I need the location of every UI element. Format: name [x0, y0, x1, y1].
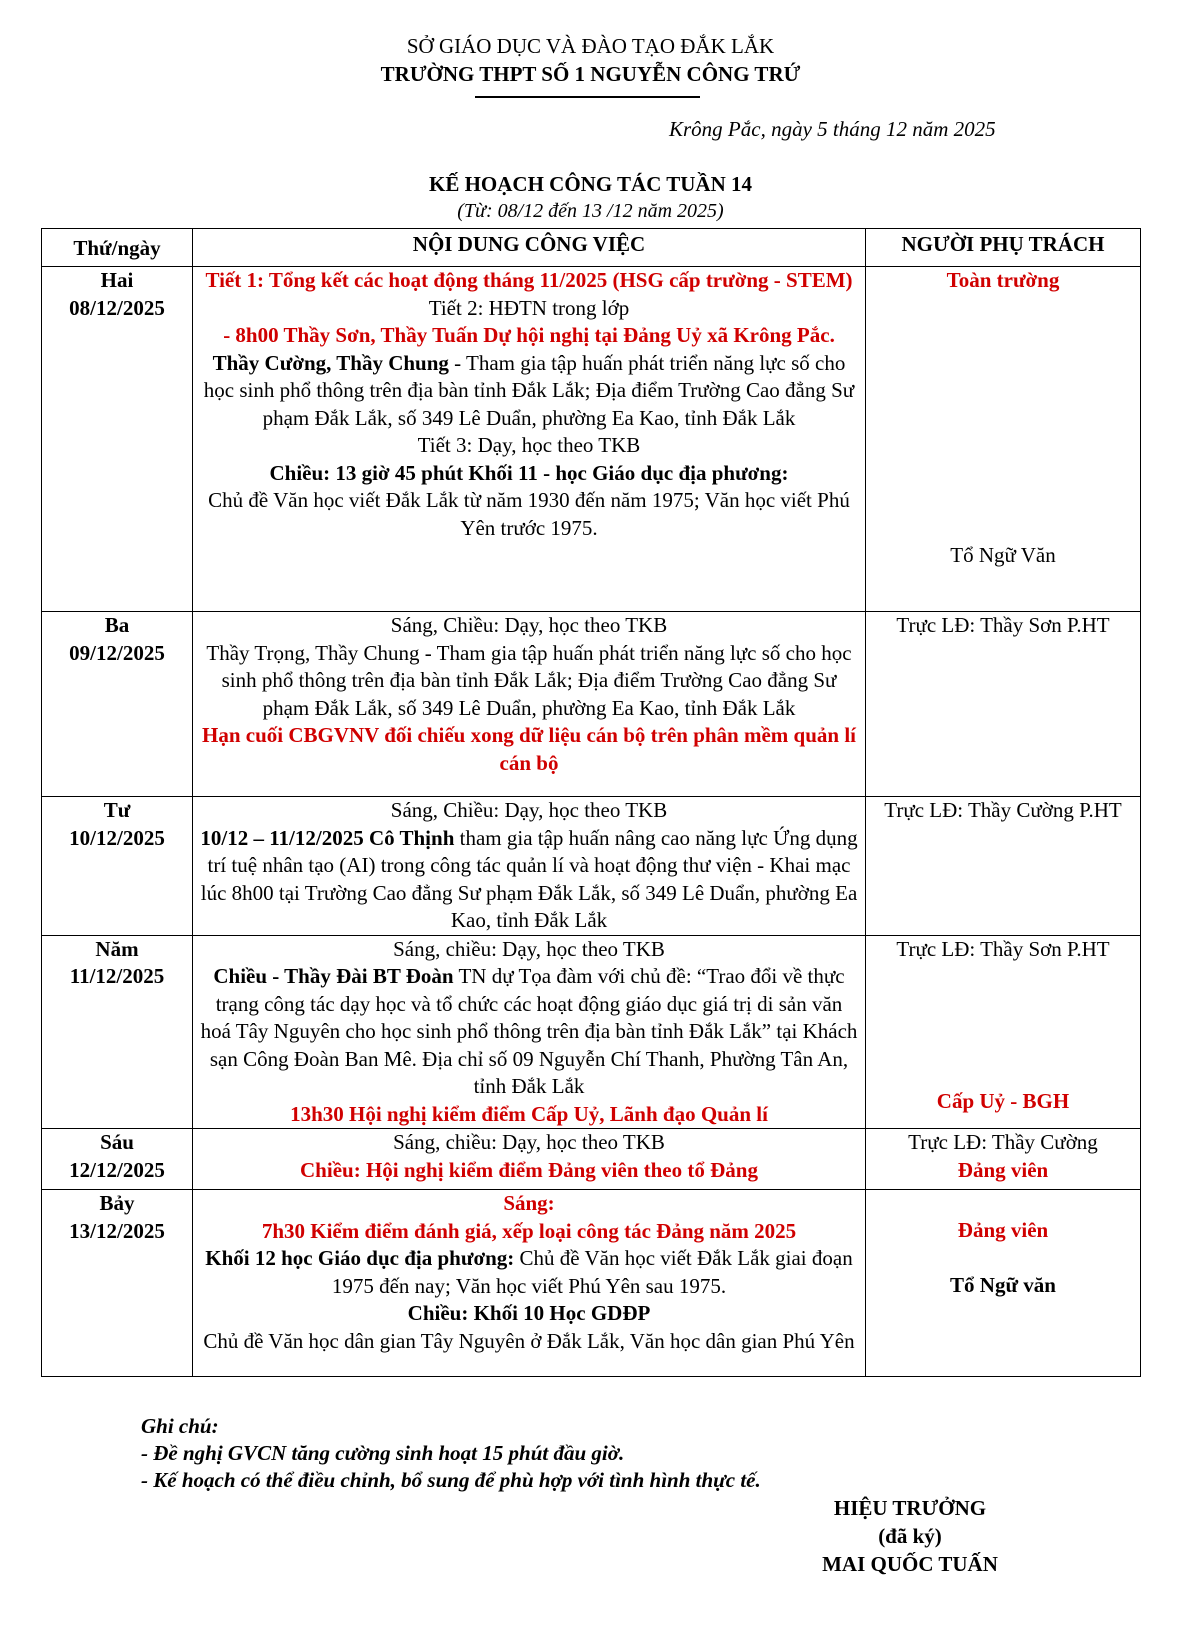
table-row: [42, 1129, 1141, 1190]
responsible-person: Tổ Ngữ Văn: [950, 542, 1056, 567]
responsible-cell: [866, 1129, 1141, 1190]
day-date: 08/12/2025: [69, 295, 165, 320]
day-name: Năm: [95, 936, 139, 961]
place-date: Krông Pắc, ngày 5 tháng 12 năm 2025: [669, 117, 996, 141]
day-cell: [42, 1129, 193, 1190]
content-line: Tiết 3: Dạy, học theo TKB: [417, 433, 641, 457]
content-cell: [193, 612, 866, 797]
day-name: Sáu: [100, 1130, 134, 1154]
content-line: Chiều: Hội nghị kiểm điểm Đảng viên theo tổ Đảng: [300, 1157, 758, 1182]
content-line: Sáng, Chiều: Dạy, học theo TKB: [390, 798, 668, 822]
content-line: Tiết 1: Tổng kết các hoạt động tháng 11/2025 (HSG cấp trường - STEM): [205, 268, 853, 292]
day-cell: [42, 935, 193, 1129]
content-line: [199, 825, 859, 935]
content-emphasis: 10/12 – 11/12/2025 Cô Thịnh: [200, 825, 455, 850]
responsible-cell: [866, 935, 1141, 1129]
content-emphasis: Chiều - Thầy Đài BT Đoàn: [213, 964, 454, 988]
responsible-person: Đảng viên: [957, 1157, 1049, 1182]
responsible-person: Trực LĐ: Thầy Sơn P.HT: [896, 936, 1110, 961]
content-line: Chủ đề Văn học viết Đắk Lắk từ năm 1930 đến năm 1975; Văn học viết Phú Yên trước 1975.: [208, 488, 850, 540]
column-header-content: NỘI DUNG CÔNG VIỆC: [193, 229, 866, 267]
responsible-cell: [866, 1190, 1141, 1377]
content-line: [199, 350, 859, 433]
content-line: [199, 1245, 859, 1300]
content-line: Chủ đề Văn học dân gian Tây Nguyên ở Đắk Lắk, Văn học dân gian Phú Yên: [203, 1328, 855, 1353]
content-line: - 8h00 Thầy Sơn, Thầy Tuấn Dự hội nghị tại Đảng Uỷ xã Krông Pắc.: [223, 323, 835, 347]
day-cell: [42, 797, 193, 936]
day-cell: [42, 1190, 193, 1377]
content-text: tham gia tập huấn nâng cao năng lực Ứng dụng trí tuệ nhân tạo (AI) trong công tác quản lí và hoạt động thư viện - Khai mạc lúc 8h00 tại Trường Cao đẳng Sư phạm Đắk Lắk, số 349 Lê Duẩn, phường Ea Kao, tỉnh Đắk Lắk: [200, 825, 858, 932]
responsible-person: Toàn trường: [946, 268, 1060, 292]
day-name: Hai: [100, 268, 134, 292]
day-name: Tư: [103, 798, 131, 822]
weekly-plan-table: [41, 228, 1141, 1377]
signed-mark: (đã ký): [878, 1524, 942, 1548]
content-line: Sáng:: [503, 1191, 555, 1215]
day-name: Ba: [104, 613, 130, 637]
day-date: 11/12/2025: [69, 964, 165, 988]
responsible-person: Tổ Ngữ văn: [950, 1272, 1056, 1297]
responsible-person: Cấp Uỷ - BGH: [936, 1089, 1070, 1113]
content-line: Sáng, chiều: Dạy, học theo TKB: [393, 1130, 665, 1154]
column-header-day: Thứ/ngày: [42, 229, 193, 267]
table-row: [42, 612, 1141, 797]
content-text: Chủ đề Văn học viết Đắk Lắk giai đoạn 1975 đến nay; Văn học viết Phú Yên sau 1975.: [331, 1246, 853, 1298]
content-line: Tiết 2: HĐTN trong lớp: [428, 295, 630, 320]
table-header-row: [42, 229, 1141, 267]
header-divider: [475, 96, 700, 98]
content-cell: [193, 267, 866, 612]
responsible-cell: [866, 612, 1141, 797]
table-row: [42, 935, 1141, 1129]
content-cell: [193, 797, 866, 936]
content-line: Sáng, Chiều: Dạy, học theo TKB: [390, 613, 668, 637]
day-name: Bảy: [99, 1191, 135, 1215]
responsible-person: Đảng viên: [957, 1218, 1049, 1242]
content-line: Sáng, chiều: Dạy, học theo TKB: [393, 936, 665, 961]
content-line: 7h30 Kiểm điểm đánh giá, xếp loại công tác Đảng năm 2025: [261, 1218, 797, 1243]
day-date: 10/12/2025: [69, 825, 165, 850]
responsible-cell: [866, 267, 1141, 612]
day-cell: [42, 612, 193, 797]
responsible-person: Trực LĐ: Thầy Cường P.HT: [884, 798, 1122, 822]
note-item: - Kế hoạch có thể điều chỉnh, bổ sung để phù hợp với tình hình thực tế.: [141, 1468, 761, 1492]
notes-section: [141, 1413, 761, 1494]
document-title: KẾ HOẠCH CÔNG TÁC TUẦN 14: [428, 172, 752, 196]
signer-role: HIỆU TRƯỞNG: [833, 1496, 987, 1520]
content-line: Chiều: Khối 10 Học GDĐP: [407, 1301, 651, 1325]
table-row: [42, 797, 1141, 936]
day-date: 09/12/2025: [69, 640, 165, 665]
content-line: Thầy Trọng, Thầy Chung - Tham gia tập huấn phát triển năng lực số cho học sinh phổ thông trên địa bàn tỉnh Đắk Lắk; Địa điểm Trường Cao đẳng Sư phạm Đắk Lắk, số 349 Lê Duẩn, phường Ea Kao, tỉnh Đắk Lắk: [206, 640, 852, 720]
department-name: SỞ GIÁO DỤC VÀ ĐÀO TẠO ĐẮK LẮK: [406, 34, 775, 58]
signature-block: [760, 1494, 1060, 1578]
content-line: Hạn cuối CBGVNV đối chiếu xong dữ liệu cán bộ trên phân mềm quản lí cán bộ: [202, 723, 856, 775]
content-text: TN dự Tọa đàm với chủ đề: “Trao đổi về thực trạng công tác dạy học và tổ chức các hoạt động giáo dục giá trị di sản văn hoá Tây Nguyên cho học sinh phổ thông trên địa bàn tỉnh Đắk Lắk” tại Khách sạn Công Đoàn Ban Mê. Địa chỉ số 09 Nguyễn Chí Thanh, Phường Tân An, tỉnh Đắk Lắk: [200, 964, 858, 1098]
content-cell: [193, 1190, 866, 1377]
content-text: - Tham gia tập huấn phát triển năng lực số cho học sinh phổ thông trên địa bàn tỉnh Đắk Lắk; Địa điểm Trường Cao đẳng Sư phạm Đắk Lắk, số 349 Lê Duẩn, phường Ea Kao, tỉnh Đắk Lắk: [203, 350, 855, 430]
table-row: [42, 267, 1141, 612]
content-cell: [193, 935, 866, 1129]
responsible-person: Trực LĐ: Thầy Sơn P.HT: [896, 613, 1110, 637]
document-subtitle: (Từ: 08/12 đến 13 /12 năm 2025): [457, 200, 724, 222]
table-row: [42, 1190, 1141, 1377]
responsible-person: Trực LĐ: Thầy Cường: [908, 1130, 1098, 1154]
content-emphasis: Khối 12 học Giáo dục địa phương:: [205, 1246, 515, 1270]
day-date: 12/12/2025: [69, 1157, 165, 1182]
content-cell: [193, 1129, 866, 1190]
signer-name: MAI QUỐC TUẤN: [822, 1552, 998, 1576]
responsible-cell: [866, 797, 1141, 936]
note-item: - Đề nghị GVCN tăng cường sinh hoạt 15 phút đầu giờ.: [141, 1441, 625, 1465]
day-cell: [42, 267, 193, 612]
school-name: TRƯỜNG THPT SỐ 1 NGUYỄN CÔNG TRỨ: [380, 62, 801, 86]
content-line: Chiều: 13 giờ 45 phút Khối 11 - học Giáo dục địa phương:: [269, 460, 789, 485]
notes-label: Ghi chú:: [141, 1414, 219, 1438]
content-line: [199, 963, 859, 1101]
day-date: 13/12/2025: [69, 1218, 165, 1243]
column-header-responsible: NGƯỜI PHỤ TRÁCH: [866, 229, 1141, 267]
content-line: 13h30 Hội nghị kiểm điểm Cấp Uỷ, Lãnh đạo Quản lí: [290, 1101, 768, 1126]
content-emphasis: Thầy Cường, Thầy Chung: [212, 350, 449, 375]
